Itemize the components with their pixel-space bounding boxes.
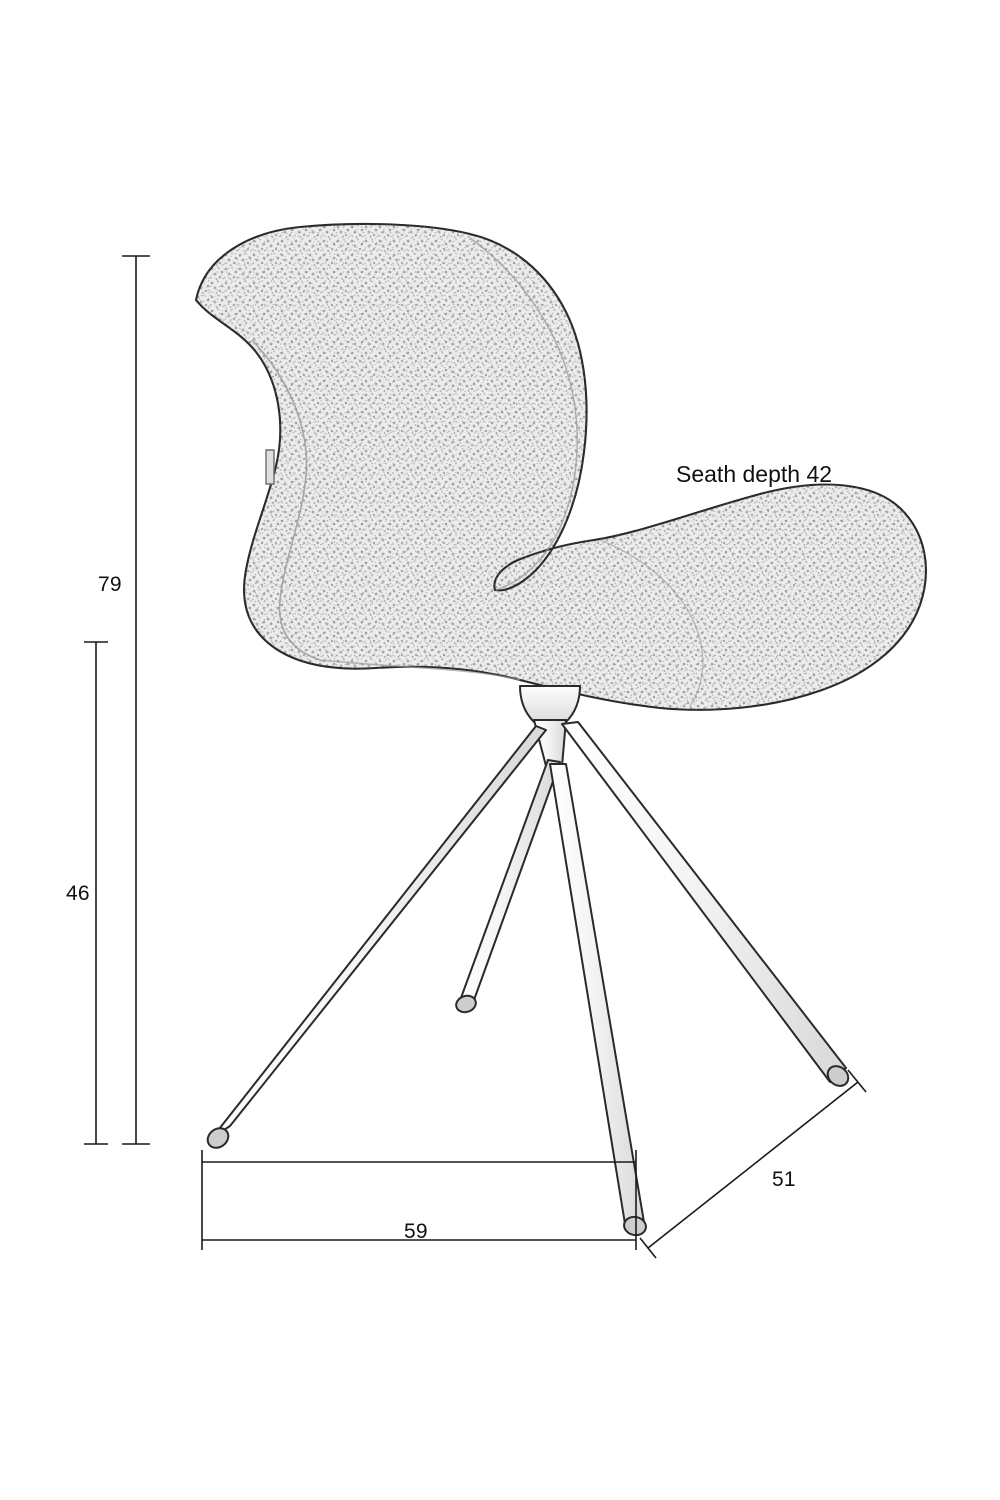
overall-depth-label: 51 xyxy=(772,1168,796,1191)
fabric-label-tag xyxy=(266,450,274,484)
base-hub xyxy=(520,686,580,722)
depth-line xyxy=(648,1082,858,1248)
depth-tick-left xyxy=(640,1238,656,1258)
total-height-label: 79 xyxy=(98,573,122,596)
seat-depth-note-label: Seath depth 42 xyxy=(676,461,833,487)
seat-height-label: 46 xyxy=(66,882,90,905)
leg-front-center xyxy=(550,764,644,1230)
leg-back-middle xyxy=(458,760,560,1006)
chair-metal-base xyxy=(204,686,852,1237)
overall-width-label: 59 xyxy=(404,1220,428,1243)
